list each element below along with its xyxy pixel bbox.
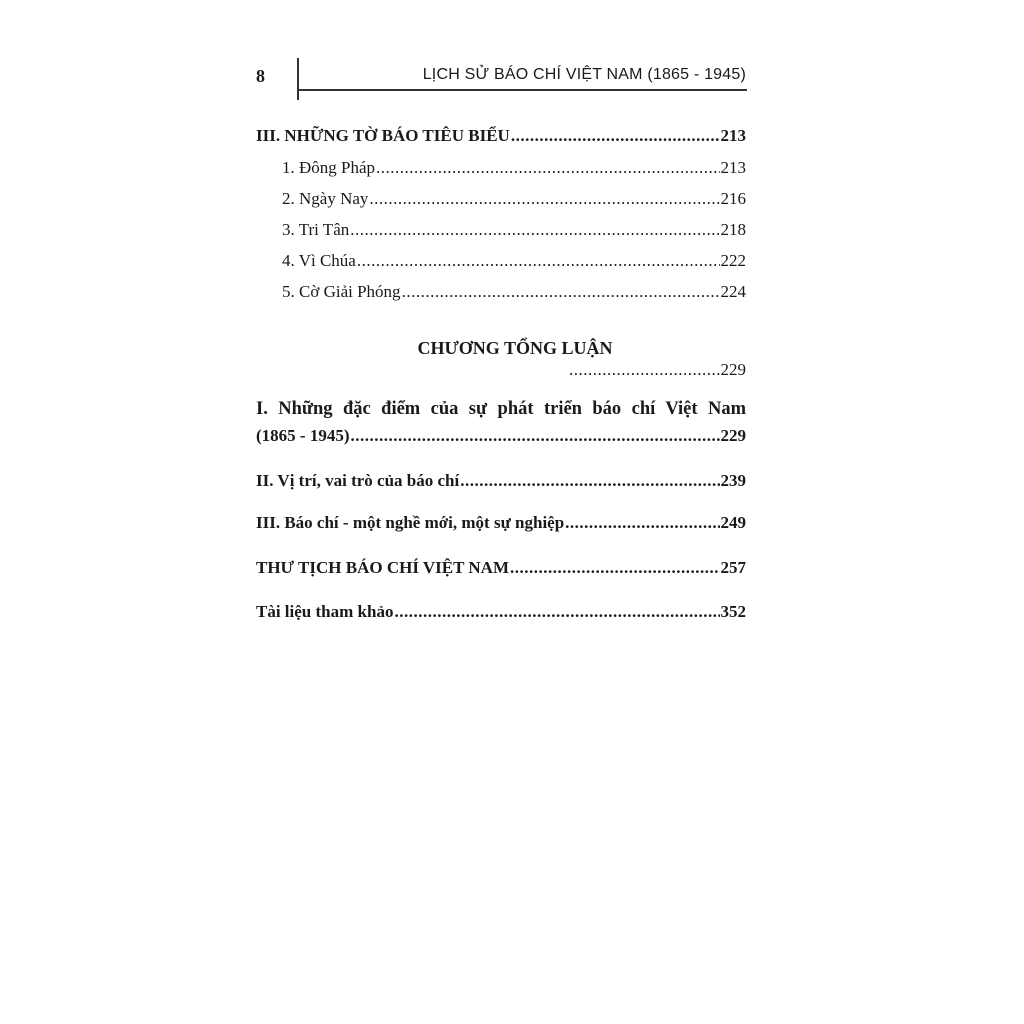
toc-entry[interactable]	[256, 426, 746, 446]
toc-label: 4. Vì Chúa	[282, 251, 356, 270]
dot-leader	[510, 558, 720, 578]
chapter-page-line	[568, 360, 746, 380]
header-divider-vertical	[297, 58, 299, 100]
toc-page: 224	[720, 282, 746, 301]
toc-label: III. NHỮNG TỜ BÁO TIÊU BIỂU	[256, 126, 510, 145]
dot-leader	[350, 426, 719, 446]
toc-entry[interactable]	[282, 220, 746, 240]
toc-label: 1. Đông Pháp	[282, 158, 376, 177]
toc-label: (1865 - 1945)	[256, 426, 350, 445]
chapter-title[interactable]: CHƯƠNG TỔNG LUẬN	[417, 338, 613, 358]
toc-page: 229	[720, 426, 746, 445]
toc-entry[interactable]	[256, 471, 746, 491]
toc-entry[interactable]	[282, 158, 746, 178]
toc-label: III. Báo chí - một nghề mới, một sự nghiệp	[256, 513, 565, 532]
dot-leader	[511, 126, 720, 146]
dot-leader	[565, 513, 719, 533]
toc-entry[interactable]	[282, 251, 746, 271]
dot-leader	[369, 189, 719, 209]
toc-entry[interactable]	[282, 189, 746, 209]
toc-page: 218	[720, 220, 746, 239]
dot-leader	[357, 251, 720, 271]
toc-entry[interactable]	[256, 513, 746, 533]
toc-page: 229	[720, 360, 746, 379]
dot-leader	[350, 220, 719, 240]
running-header-title: LỊCH SỬ BÁO CHÍ VIỆT NAM (1865 - 1945)	[422, 66, 746, 83]
dot-leader	[376, 158, 719, 178]
toc-page: 213	[720, 158, 746, 177]
toc-entry-section-3[interactable]	[256, 126, 746, 146]
dot-leader	[460, 471, 719, 491]
toc-label: 3. Tri Tân	[282, 220, 350, 239]
toc-page: 257	[720, 558, 746, 577]
toc-page: 216	[720, 189, 746, 208]
toc-label: 5. Cờ Giải Phóng	[282, 282, 401, 301]
header-rule	[299, 89, 747, 91]
page-number: 8	[256, 66, 265, 86]
toc-entry[interactable]	[282, 282, 746, 302]
toc-label: THƯ TỊCH BÁO CHÍ VIỆT NAM	[256, 558, 509, 577]
toc-page: 222	[720, 251, 746, 270]
toc-label: II. Vị trí, vai trò của báo chí	[256, 471, 460, 490]
dot-leader	[402, 282, 720, 302]
dot-leader	[569, 360, 720, 380]
toc-label: 2. Ngày Nay	[282, 189, 369, 208]
toc-label-line1[interactable]: I. Những đặc điểm của sự phát triển báo chí Việt Nam	[256, 399, 746, 419]
toc-page: 213	[720, 126, 746, 145]
toc-page: 352	[720, 602, 746, 621]
toc-entry[interactable]	[256, 558, 746, 578]
toc-page: 249	[720, 513, 746, 532]
dot-leader	[394, 602, 719, 622]
toc-page: 239	[720, 471, 746, 490]
toc-entry[interactable]	[256, 602, 746, 622]
toc-label: Tài liệu tham khảo	[256, 602, 394, 621]
